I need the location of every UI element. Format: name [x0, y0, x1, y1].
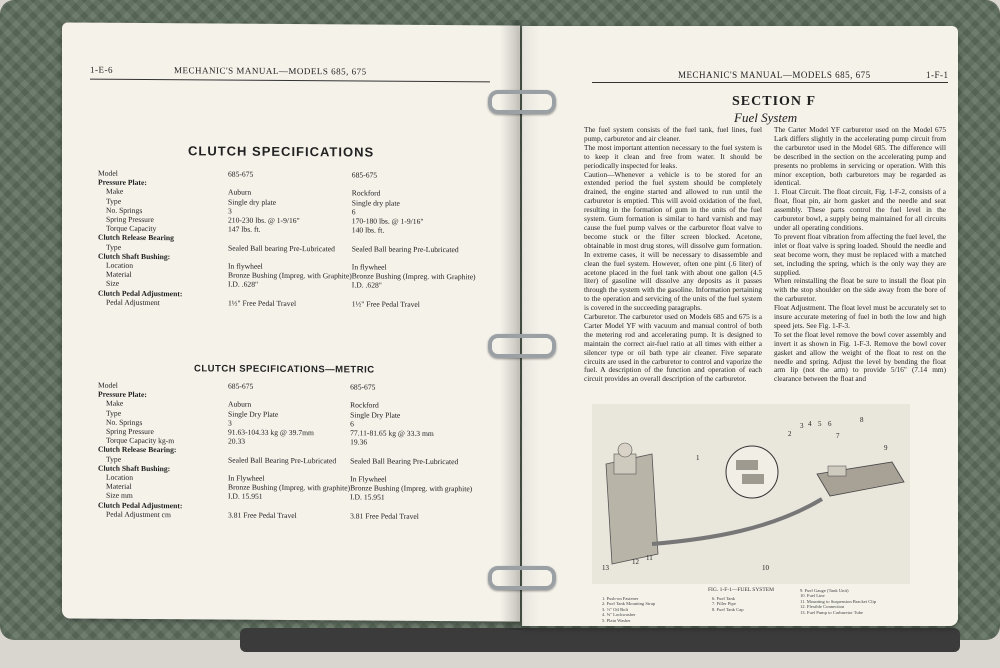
callout-number: 6 [828, 420, 832, 428]
text-column-left [584, 126, 762, 384]
left-running-header: MECHANIC'S MANUAL—MODELS 685, 675 [174, 65, 367, 77]
spec-label: Clutch Pedal Adjustment: [98, 288, 183, 298]
header-rule [90, 79, 490, 83]
spec-label: Model [98, 380, 118, 390]
spec-value: Single dry plate [228, 197, 277, 207]
spec-value: 170-180 lbs. @ 1-9/16" [351, 216, 424, 226]
spec-label: Pedal Adjustment [106, 297, 160, 307]
spec-value: 210-230 lbs. @ 1-9/16" [228, 215, 300, 226]
spec-value: Single dry plate [351, 198, 400, 208]
spec-value: Sealed Ball bearing Pre-Lubricated [351, 244, 459, 254]
spec-value: 19.36 [350, 437, 368, 447]
callout-number: 9 [884, 444, 888, 452]
fuel-system-diagram [592, 404, 910, 584]
paragraph: Caution—Whenever a vehicle is to be stored for an extended period the fuel system should be completely drained, the engine started and allowed to run until the carburetor is emptied. This will avoid oxidation of the fuel, resulting in the formation of gum in the units of the fuel system. Gum formation is similar to hard varnish and may cause the fuel pump valves or the carburetor float valve to become stuck or the filter screen blocked. Acetone, obtainable in most drug stores, will dissolve gum formation. In extreme cases, it will be necessary to disassemble and clean the fuel system. However, often one pint (.6 liter) of acetone placed in the fuel tank with about one gallon (4.5 liter) of gasoline will dissolve any deposits as it passes through the system with the gasoline. Information pertaining to the operation and servicing of the units of the fuel system is covered in the succeeding paragraphs. [584, 169, 762, 313]
spec-value: Single Dry Plate [228, 409, 279, 419]
paragraph: To prevent float vibration from affecting the fuel level, the inlet or float valve is spring loaded. Should the needle and seat become worn, they must be replaced with a matched set, including the spring, which is the only way they are supplied. [774, 231, 946, 277]
legend-item: 11. Mounting to Suspension Bracket Clip [800, 598, 877, 604]
header-rule [592, 82, 948, 83]
spec-label: Torque Capacity [106, 223, 157, 234]
spec-value: In Flywheel [350, 474, 387, 484]
legend-item: 13. Fuel Pump to Carburetor Tube [800, 609, 864, 615]
paragraph: Carburetor. The carburetor used on Models 685 and 675 is a Carter Model YF with vacuum and manual control of both the metering rod and accelerating pump. It is designed to maintain the correct air-fuel ratio at all times with either a silencer type or oil bath type air cleaner. Five separate circuits are used in the carburetor to control and vaporize the fuel. A description of the function and operation of each circuit provides an overall description of the carburetor. [584, 312, 762, 384]
spec-label: Type [106, 196, 122, 206]
spec-label: Pressure Plate: [98, 177, 147, 188]
spec-value: In Flywheel [228, 473, 265, 483]
fuel-system-figure [592, 404, 910, 584]
spec-label: No. Springs [106, 417, 143, 427]
spec-label: Material [106, 481, 132, 492]
spec-label: Clutch Pedal Adjustment: [98, 500, 183, 510]
spec-label: Clutch Release Bearing [98, 233, 174, 243]
spec-value: 91.63-104.33 kg @ 39.7mm [228, 427, 314, 438]
spec-value: I.D. .628" [228, 279, 259, 290]
spec-value: 140 lbs. ft. [351, 225, 385, 235]
clutch-spec-table [98, 169, 492, 310]
paragraph: When reinstalling the float be sure to install the float pin with the stop shoulder on the side away from the bore of the carburetor. [774, 276, 946, 304]
spec-label: Clutch Release Bearing: [98, 445, 177, 455]
legend-item: 7. Filler Pipe [712, 601, 736, 607]
spec-label: Type [106, 242, 122, 252]
spec-value: 685-675 [228, 169, 254, 179]
spec-value: I.D. .628" [351, 280, 382, 291]
spec-value: 77.11-81.65 kg @ 33.3 mm [350, 428, 434, 439]
spec-value: 1½" Free Pedal Travel [228, 298, 297, 308]
spec-value: I.D. 15.951 [228, 491, 263, 502]
spec-value: 685-675 [351, 170, 378, 180]
legend-item: 1. Push-on Fastener [602, 596, 639, 601]
callout-number: 1 [696, 454, 700, 462]
spec-value: 1½" Free Pedal Travel [351, 299, 420, 309]
callout-number: 10 [762, 564, 769, 572]
spec-value: 20.33 [228, 436, 246, 446]
spec-value: Single Dry Plate [350, 410, 401, 420]
legend-item: 9. Fuel Gauge (Tank Unit) [800, 588, 849, 593]
spec-label: Type [106, 454, 122, 464]
legend-item: 2. Fuel Tank Mounting Strap [602, 601, 656, 607]
section-subtitle: Fuel System [734, 110, 798, 125]
spec-label: Location [106, 472, 133, 482]
spec-value: 3.81 Free Pedal Travel [350, 511, 419, 521]
callout-number: 11 [646, 554, 653, 562]
spec-row [98, 509, 490, 521]
spec-value: 6 [351, 207, 356, 217]
spec-value: 685-675 [228, 381, 254, 391]
legend-item: 3. ½" Oil Bolt [602, 606, 628, 612]
spec-label: Pedal Adjustment cm [106, 509, 171, 520]
spec-value: I.D. 15.951 [350, 492, 385, 503]
legend-item: 8. Fuel Tank Cap [712, 606, 744, 612]
pen [240, 628, 960, 652]
spec-label: No. Springs [106, 205, 143, 215]
spec-value: Bronze Bushing (Impreg. with graphite) [228, 482, 351, 493]
figure-legend-left [602, 596, 702, 623]
spec-value: In flywheel [228, 261, 263, 271]
spec-value: 3 [228, 418, 232, 428]
spec-label: Torque Capacity kg-m [106, 435, 175, 446]
binder-ring-middle [488, 334, 556, 358]
spec-value: Auburn [228, 399, 252, 410]
right-page [522, 26, 958, 626]
spec-label: Spring Pressure [106, 426, 154, 437]
paragraph: The Carter Model YF carburetor used on the Model 675 Lark differs slightly in the accelerating pump circuit from the carburetor used in the Model 685. The difference will be described in the section on the accelerating pump and presents no problems in servicing or operation. With this minor exception, both carburetors may be regarded as identical. [774, 125, 946, 188]
figure-legend-right [800, 588, 940, 615]
legend-item: 6. Fuel Tank [712, 596, 735, 601]
legend-item: 5. Plain Washer [602, 617, 631, 623]
text-column-right [774, 126, 946, 384]
paragraph: To set the float level remove the bowl cover assembly and invert it as shown in Fig. 1-F-3. Remove the bowl cover gasket and allow the weight of the float to rest on the needle and spring. Adjust the level by bending the float arm lip (not the arm) to provide 5/16" (7.14 mm) clearance between the float and [774, 329, 946, 384]
spec-label: Size [106, 279, 120, 289]
legend-item: 4. ⅝" Lockwasher [602, 612, 636, 618]
spec-label: Type [106, 408, 122, 418]
left-page [62, 22, 520, 621]
spec-label: Make [106, 399, 124, 409]
spec-value: Sealed Ball Bearing Pre-Lubricated [350, 456, 459, 466]
callout-number: 12 [632, 558, 639, 566]
spec-row [98, 297, 492, 309]
figure-legend-middle [712, 596, 792, 612]
paragraph: The most important attention necessary to the fuel system is to keep it clean and free from water. It should be periodically inspected for leaks. [584, 142, 762, 170]
callout-number: 7 [836, 432, 840, 440]
spec-value: In flywheel [351, 262, 387, 272]
spec-label: Clutch Shaft Bushing: [98, 251, 171, 261]
spec-label: Spring Pressure [106, 214, 154, 225]
binder-ring-bottom [488, 566, 556, 590]
legend-item: 12. Flexible Connection [800, 604, 845, 610]
spec-value: 3.81 Free Pedal Travel [228, 510, 297, 520]
spec-value: Bronze Bushing (Impreg. with Graphite) [228, 270, 352, 281]
callout-number: 3 [800, 422, 804, 430]
spec-value: Rockford [351, 188, 381, 199]
callout-number: 5 [818, 420, 822, 428]
callout-number: 2 [788, 430, 792, 438]
spec-label: Clutch Shaft Bushing: [98, 463, 171, 473]
clutch-metric-table [98, 381, 490, 522]
figure-caption: FIG. 1-F-1—FUEL SYSTEM [708, 587, 774, 593]
spec-label: Make [106, 187, 124, 197]
clutch-metric-title: CLUTCH SPECIFICATIONS—METRIC [194, 363, 375, 376]
spec-label: Model [98, 168, 118, 178]
legend-item: 10. Fuel Line [800, 593, 825, 599]
spec-value: Bronze Bushing (Impreg. with graphite) [350, 483, 473, 494]
left-page-number: 1-E-6 [90, 64, 113, 75]
right-running-header: MECHANIC'S MANUAL—MODELS 685, 675 [678, 70, 871, 80]
paragraph: 1. Float Circuit. The float circuit, Fig. 1-F-2, consists of a float, float pin, air horn gasket and the needle and seat assembly. These parts control the fuel level in the carburetor bowl, a supply being maintained for all circuits under all operating conditions. [774, 187, 946, 232]
binder-ring-top [488, 90, 556, 114]
callout-number: 8 [860, 416, 864, 424]
right-page-number: 1-F-1 [926, 70, 949, 80]
section-title: SECTION F [732, 94, 817, 109]
spec-value: 685-675 [350, 382, 376, 392]
callout-number: 4 [808, 420, 812, 428]
spec-value: Auburn [228, 187, 252, 198]
paragraph: Float Adjustment. The float level must be accurately set to insure accurate metering of fuel in both the low and high speed jets. See Fig. 1-F-3. [774, 303, 946, 330]
clutch-spec-title: CLUTCH SPECIFICATIONS [188, 143, 375, 160]
spec-value: Bronze Bushing (Impreg. with Graphite) [351, 271, 476, 282]
spec-label: Location [106, 260, 133, 270]
callout-number: 13 [602, 564, 609, 572]
spec-value: 3 [228, 206, 232, 216]
spec-value: Sealed Ball Bearing Pre-Lubricated [228, 455, 337, 465]
spec-value: 6 [350, 419, 354, 429]
paragraph: The fuel system consists of the fuel tank, fuel lines, fuel pump, carburetor and air cleaner. [584, 125, 762, 143]
spec-label: Size mm [106, 491, 133, 501]
spec-value: Rockford [350, 400, 379, 411]
spec-value: Sealed Ball bearing Pre-Lubricated [228, 243, 335, 253]
spec-value: 147 lbs. ft. [228, 224, 261, 235]
spec-label: Material [106, 269, 132, 280]
spec-label: Pressure Plate: [98, 389, 147, 400]
